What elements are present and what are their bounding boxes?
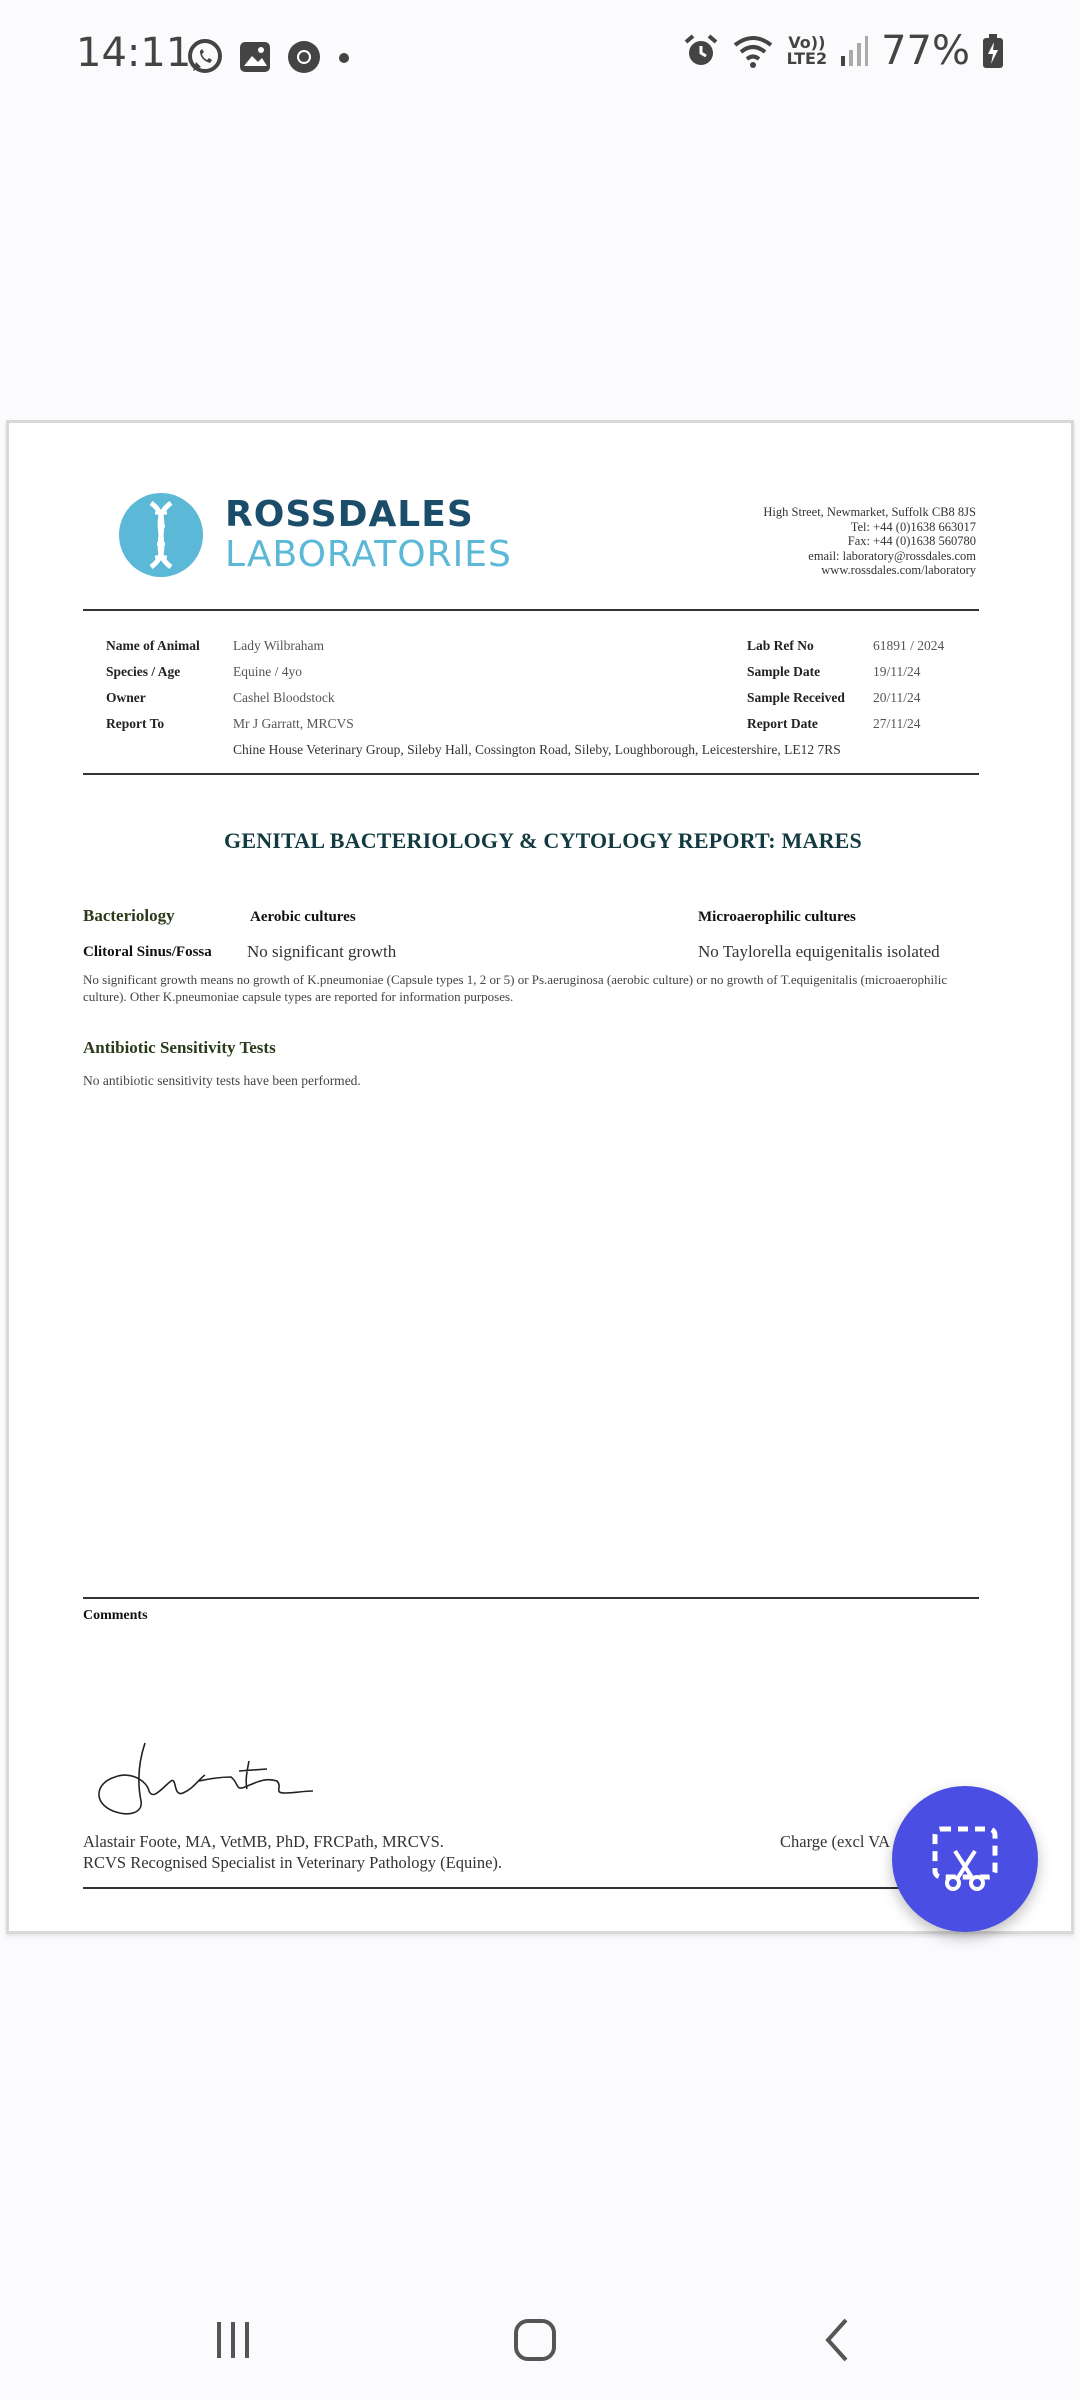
microaerophilic-header: Microaerophilic cultures xyxy=(698,909,856,925)
battery-charging-icon xyxy=(982,33,1004,69)
sample-date-label: Sample Date xyxy=(747,664,821,679)
whatsapp-icon xyxy=(186,38,224,76)
signatory-name: Alastair Foote, MA, VetMB, PhD, FRCPath, MRCVS. xyxy=(83,1832,444,1851)
sample-date-value: 19/11/24 xyxy=(873,664,921,679)
screenshot-scissors-icon xyxy=(931,1825,999,1893)
chrome-icon xyxy=(286,39,322,75)
wifi-icon xyxy=(731,33,775,69)
status-bar xyxy=(0,0,1080,120)
status-time: 14:11 xyxy=(76,30,192,76)
report-to-address: Chine House Veterinary Group, Sileby Hall, Cossington Road, Sileby, Loughborough, Leicestershire, LE12 7RS xyxy=(233,742,841,757)
sample-received-label: Sample Received xyxy=(747,690,845,705)
species-value: Equine / 4yo xyxy=(233,664,302,679)
comments-label: Comments xyxy=(83,1608,148,1623)
home-icon xyxy=(511,2316,559,2364)
logo-subname: LABORATORIES xyxy=(225,534,512,575)
name-label: Name of Animal xyxy=(106,638,200,653)
report-date-label: Report Date xyxy=(747,716,818,731)
signal-icon xyxy=(839,34,869,68)
report-document[interactable] xyxy=(6,420,1074,1934)
bacteriology-note: No significant growth means no growth of K.pneumoniae (Capsule types 1, 2 or 5) or Ps.aeruginosa (aerobic culture) or no growth of T.equigenitalis (microaerophilic culture). Other K.pneumoniae capsule types are reported for information purposes. xyxy=(83,972,948,1004)
battery-percent: 77% xyxy=(881,28,970,74)
back-button[interactable] xyxy=(798,2310,878,2370)
details-divider xyxy=(83,773,979,775)
report-title: GENITAL BACTERIOLOGY & CYTOLOGY REPORT: MARES xyxy=(224,828,862,853)
aerobic-result: No significant growth xyxy=(247,942,397,961)
signature xyxy=(89,1741,319,1821)
rossdales-logo xyxy=(119,493,512,577)
back-icon xyxy=(818,2316,858,2364)
navigation-bar xyxy=(0,2270,1080,2400)
alarm-icon xyxy=(683,33,719,69)
volte-indicator: Vo)) LTE2 xyxy=(786,33,828,68)
bacteriology-heading: Bacteriology xyxy=(83,906,175,925)
aerobic-header: Aerobic cultures xyxy=(250,909,356,925)
sample-site: Clitoral Sinus/Fossa xyxy=(83,944,212,960)
owner-value: Cashel Bloodstock xyxy=(233,690,335,705)
charge-label: Charge (excl VA xyxy=(780,1832,890,1851)
dot-icon xyxy=(336,39,352,75)
sample-received-value: 20/11/24 xyxy=(873,690,921,705)
lab-address: High Street, Newmarket, Suffolk CB8 8JS Tel: +44 (0)1638 663017 Fax: +44 (0)1638 560780 email: laboratory@rossdales.com www.rossdales.com/laboratory xyxy=(763,505,976,577)
recents-icon xyxy=(211,2318,255,2362)
gallery-icon xyxy=(238,40,272,74)
screenshot-edit-button[interactable] xyxy=(892,1786,1038,1932)
name-value: Lady Wilbraham xyxy=(233,638,325,653)
owner-label: Owner xyxy=(106,690,146,705)
report-to-value: Mr J Garratt, MRCVS xyxy=(233,716,354,731)
species-label: Species / Age xyxy=(106,664,181,679)
comments-divider xyxy=(83,1597,979,1599)
antibiotic-heading: Antibiotic Sensitivity Tests xyxy=(83,1038,276,1057)
signatory-title: RCVS Recognised Specialist in Veterinary Pathology (Equine). xyxy=(83,1853,503,1872)
antibiotic-text: No antibiotic sensitivity tests have been performed. xyxy=(83,1073,361,1088)
report-to-label: Report To xyxy=(106,716,165,731)
home-button[interactable] xyxy=(495,2310,575,2370)
recents-button[interactable] xyxy=(193,2310,273,2370)
report-date-value: 27/11/24 xyxy=(873,716,921,731)
dna-logo-icon xyxy=(119,493,203,577)
footer-divider xyxy=(83,1887,979,1889)
lab-ref-value: 61891 / 2024 xyxy=(873,638,945,653)
header-divider xyxy=(83,609,979,611)
microaerophilic-result: No Taylorella equigenitalis isolated xyxy=(698,942,940,961)
logo-name: ROSSDALES xyxy=(225,494,474,535)
lab-ref-label: Lab Ref No xyxy=(747,638,814,653)
